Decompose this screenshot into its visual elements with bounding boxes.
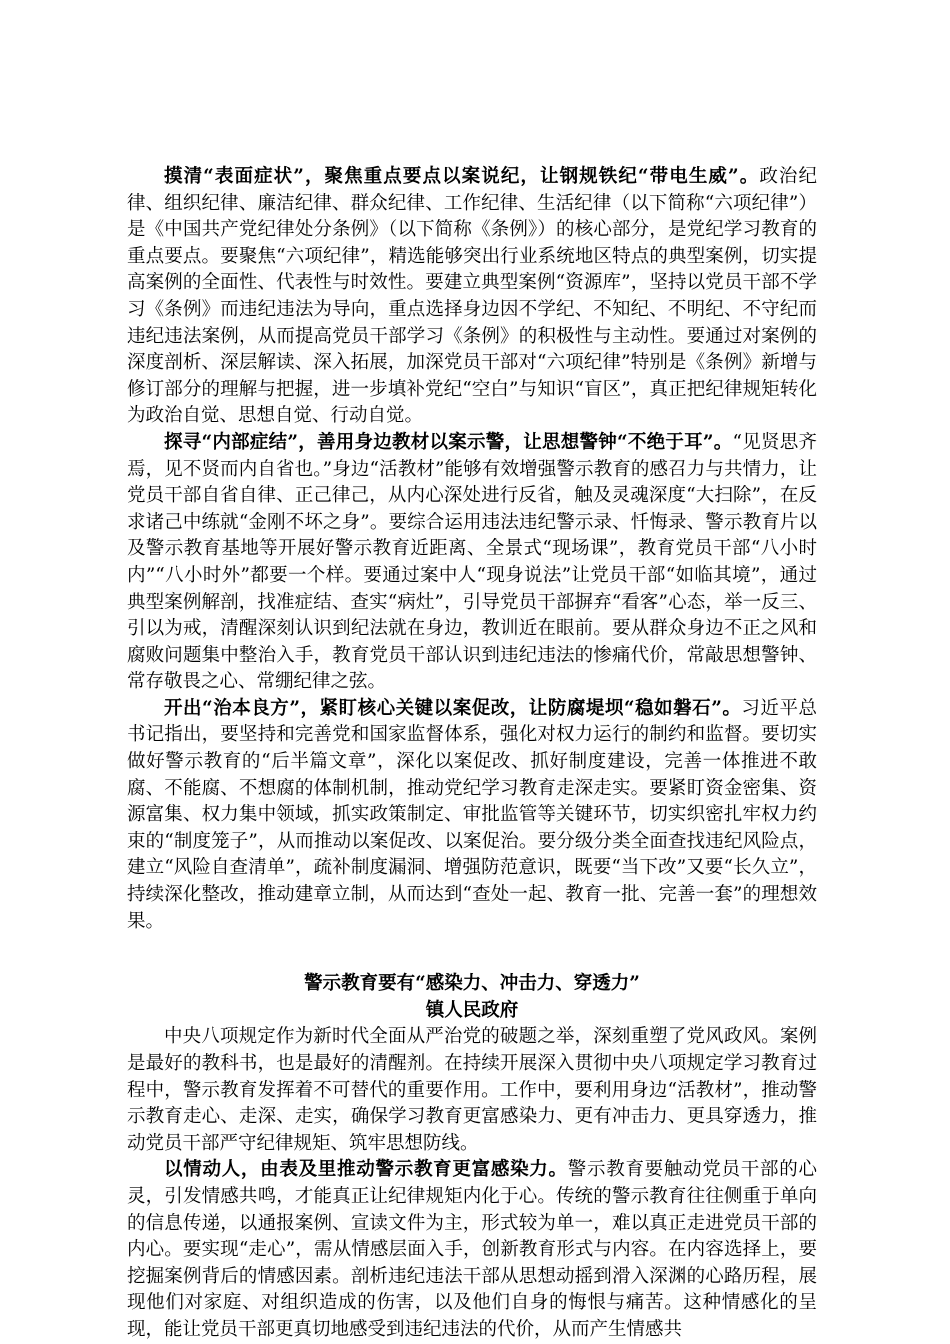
paragraph-body: “见贤思齐焉，见不贤而内自省也。”身边“活教材”能够有效增强警示教育的感召力与共情力，让党员干部自省自律、正己律己，从内心深处进行反省，触及灵魂深度“大扫除”，在反求诸己中练就“金刚不坏之身”。要综合运用违法违纪警示录、忏悔录、警示教育片以及警示教育基地等开展好警示教育近距离、全景式“现场课”，教育党员干部“八小时内”“八小时外”都要一个样。要通过案中人“现身说法”让党员干部“如临其境”，通过典型案例解剖，找准症结、查实“病灶”，引导党员干部摒弃“看客”心态，举一反三、引以为戒，清醒深刻认识到纪法就在身边，教训近在眼前。要从群众身边不正之风和腐败问题集中整治入手，教育党员干部认识到违纪违法的惨痛代价，常敲思想警钟、常存敬畏之心、常绷纪律之弦。	[127, 431, 817, 693]
section-spacer	[127, 935, 817, 971]
article-title: 警示教育要有“感染力、冲击力、穿透力”	[304, 973, 640, 995]
paragraph-warning-education	[127, 430, 817, 696]
paragraph-discipline-cases	[127, 164, 817, 430]
paragraph-emotional-appeal	[127, 1157, 817, 1343]
paragraph-intro	[127, 1024, 817, 1157]
paragraph-body: 习近平总书记指出，要坚持和完善党和国家监督体系，强化对权力运行的制约和监督。要切实做好警示教育的“后半篇文章”，深化以案促改、抓好制度建设，完善一体推进不敢腐、不能腐、不想腐的体制机制，推动党纪学习教育走深走实。要紧盯资金密集、资源富集、权力集中领域，抓实政策制定、审批监管等关键环节，切实织密扎牢权力约束的“制度笼子”，从而推动以案促改、以案促治。要分级分类全面查找违纪风险点，建立“风险自查清单”，疏补制度漏洞、增强防范意识，既要“当下改”又要“长久立”，持续深化整改，推动建章立制，从而达到“查处一起、教育一批、完善一套”的理想效果。	[127, 697, 817, 932]
document-page	[127, 164, 817, 1344]
paragraph-lead: 摸清“表面症状”，聚焦重点要点以案说纪，让钢规铁纪“带电生威”。	[164, 166, 760, 187]
paragraph-lead: 探寻“内部症结”，善用身边教材以案示警，让思想警钟“不绝于耳”。	[164, 431, 733, 453]
paragraph-rectification	[127, 696, 817, 935]
paragraph-body: 警示教育要触动党员干部的心灵，引发情感共鸣，才能真正让纪律规矩内化于心。传统的警示教育往往侧重于单向的信息传递，以通报案例、宣读文件为主，形式较为单一，难以真正走进党员干部的内心。要实现“走心”，需从情感层面入手，创新教育形式与内容。在内容选择上，要挖掘案例背后的情感因素。剖析违纪违法干部从思想动摇到滑入深渊的心路历程，展现他们对家庭、对组织造成的伤害，以及他们自身的悔恨与痛苦。这种情感化的呈现，能让党员干部更真切地感受到违纪违法的代价，从而产生情感共	[127, 1159, 817, 1340]
paragraph-lead: 开出“治本良方”，紧盯核心关键以案促改，让防腐堤坝“稳如磐石”。	[164, 697, 742, 719]
paragraph-body: 政治纪律、组织纪律、廉洁纪律、群众纪律、工作纪律、生活纪律（以下简称“六项纪律”）是《中国共产党纪律处分条例》（以下简称《条例》）的核心部分，是党纪学习教育的重点要点。要聚焦“六项纪律”，精选能够突出行业系统地区特点的典型案例，切实提高案例的全面性、代表性与时效性。要建立典型案例“资源库”，坚持以党员干部不学习《条例》而违纪违法为导向，重点选择身边因不学纪、不知纪、不明纪、不守纪而违纪违法案例，从而提高党员干部学习《条例》的积极性与主动性。要通过对案例的深度剖析、深层解读、深入拓展，加深党员干部对“六项纪律”特别是《条例》新增与修订部分的理解与把握，进一步填补党纪“空白”与知识“盲区”，真正把纪律规矩转化为政治自觉、思想自觉、行动自觉。	[127, 166, 817, 427]
paragraph-lead: 以情动人，由表及里推动警示教育更富感染力。	[164, 1159, 568, 1181]
article-author: 镇人民政府	[425, 999, 519, 1021]
paragraph-body: 中央八项规定作为新时代全面从严治党的破题之举，深刻重塑了党风政风。案例是最好的教科书，也是最好的清醒剂。在持续开展深入贯彻中央八项规定学习教育过程中，警示教育发挥着不可替代的重要作用。工作中，要利用身边“活教材”，推动警示教育走心、走深、走实，确保学习教育更富感染力、更有冲击力、更具穿透力，推动党员干部严守纪律规矩、筑牢思想防线。	[127, 1026, 817, 1154]
